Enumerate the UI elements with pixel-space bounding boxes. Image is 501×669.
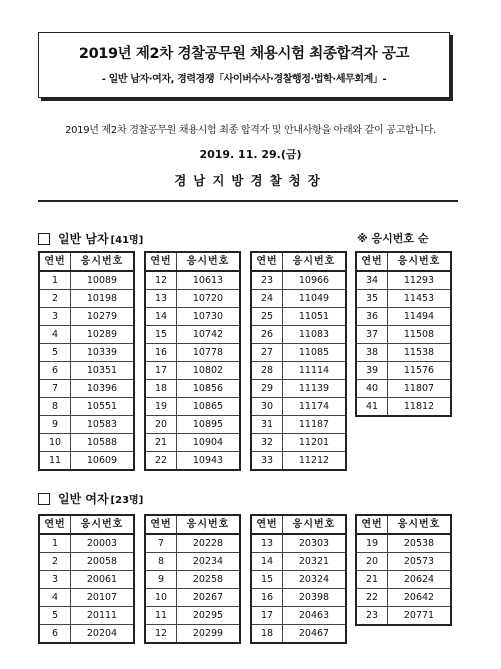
column-header-no: 연번 [251, 515, 283, 534]
row-number: 15 [145, 326, 177, 344]
exam-number: 20642 [388, 589, 452, 607]
row-number: 41 [356, 398, 388, 417]
table-row [356, 398, 451, 417]
row-number: 22 [356, 589, 388, 607]
exam-number: 20624 [388, 571, 452, 589]
table-row [251, 308, 346, 326]
table-row [356, 607, 451, 626]
page-subtitle: - 일반 남자·여자, 경력경쟁「사이버수사·경찰행정·법학·세무회계」- [101, 74, 387, 85]
exam-number: 20299 [177, 625, 241, 644]
column-header-exam-number: 응시번호 [177, 515, 241, 534]
table-row [251, 380, 346, 398]
row-number: 25 [251, 308, 283, 326]
page-title: 2019년 제2차 경찰공무원 채용시험 최종합격자 공고 [78, 46, 410, 62]
table-row [39, 398, 134, 416]
exam-number: 10351 [71, 362, 135, 380]
table-row [145, 326, 240, 344]
exam-number: 10588 [71, 434, 135, 452]
row-number: 8 [145, 553, 177, 571]
table-row [251, 553, 346, 571]
exam-number: 11085 [283, 344, 347, 362]
row-number: 23 [356, 607, 388, 626]
table-header-row [251, 515, 346, 534]
row-number: 6 [39, 625, 71, 644]
results-table [250, 514, 347, 644]
table-row [39, 589, 134, 607]
checkbox-square-icon [38, 493, 50, 505]
row-number: 30 [251, 398, 283, 416]
table-row [251, 434, 346, 452]
table-row [145, 416, 240, 434]
column-header-exam-number: 응시번호 [388, 515, 452, 534]
row-number: 5 [39, 607, 71, 625]
table-row [145, 452, 240, 471]
row-number: 33 [251, 452, 283, 471]
row-number: 34 [356, 271, 388, 290]
row-number: 6 [39, 362, 71, 380]
exam-number: 10730 [177, 308, 241, 326]
exam-number: 10289 [71, 326, 135, 344]
table-row [251, 452, 346, 471]
row-number: 15 [251, 571, 283, 589]
section-title-female [38, 490, 143, 507]
row-number: 26 [251, 326, 283, 344]
column-header-exam-number: 응시번호 [388, 252, 452, 271]
row-number: 27 [251, 344, 283, 362]
table-row [251, 607, 346, 625]
row-number: 29 [251, 380, 283, 398]
table-row [251, 589, 346, 607]
row-number: 12 [145, 271, 177, 290]
row-number: 9 [145, 571, 177, 589]
exam-number: 20107 [71, 589, 135, 607]
exam-number: 20771 [388, 607, 452, 626]
table-row [356, 380, 451, 398]
row-number: 16 [251, 589, 283, 607]
row-number: 32 [251, 434, 283, 452]
table-row [39, 434, 134, 452]
table-row [145, 398, 240, 416]
table-row [356, 362, 451, 380]
exam-number: 10339 [71, 344, 135, 362]
row-number: 24 [251, 290, 283, 308]
row-number: 4 [39, 326, 71, 344]
exam-number: 11114 [283, 362, 347, 380]
column-header-no: 연번 [356, 252, 388, 271]
table-row [39, 607, 134, 625]
exam-number: 11576 [388, 362, 452, 380]
row-number: 1 [39, 271, 71, 290]
table-row [39, 380, 134, 398]
exam-number: 10802 [177, 362, 241, 380]
exam-number: 20003 [71, 534, 135, 553]
table-row [145, 362, 240, 380]
table-row [145, 625, 240, 644]
table-row [39, 534, 134, 553]
column-header-no: 연번 [145, 252, 177, 271]
table-row [356, 290, 451, 308]
row-number: 11 [145, 607, 177, 625]
row-number: 17 [251, 607, 283, 625]
row-number: 18 [251, 625, 283, 644]
exam-number: 20324 [283, 571, 347, 589]
exam-number: 10551 [71, 398, 135, 416]
row-number: 21 [356, 571, 388, 589]
table-row [145, 571, 240, 589]
table-row [251, 416, 346, 434]
exam-number: 20258 [177, 571, 241, 589]
exam-number: 10720 [177, 290, 241, 308]
column-header-no: 연번 [39, 515, 71, 534]
row-number: 19 [145, 398, 177, 416]
exam-number: 20321 [283, 553, 347, 571]
table-row [145, 434, 240, 452]
table-header-row [145, 515, 240, 534]
notice-date: 2019. 11. 29.(금) [199, 148, 302, 161]
exam-number: 11453 [388, 290, 452, 308]
exam-number: 11049 [283, 290, 347, 308]
row-number: 14 [251, 553, 283, 571]
table-row [145, 271, 240, 290]
table-row [356, 571, 451, 589]
exam-number: 20467 [283, 625, 347, 644]
table-row [356, 308, 451, 326]
intro-text: 2019년 제2차 경찰공무원 채용시험 최종 합격자 및 안내사항을 아래와 같이 공고합니다. [65, 125, 436, 136]
section-label: 일반 남자 [58, 232, 109, 246]
table-row [145, 553, 240, 571]
row-number: 20 [356, 553, 388, 571]
exam-number: 20204 [71, 625, 135, 644]
exam-number: 11051 [283, 308, 347, 326]
exam-number: 10609 [71, 452, 135, 471]
exam-number: 11293 [388, 271, 452, 290]
table-row [145, 607, 240, 625]
exam-number: 11212 [283, 452, 347, 471]
table-row [251, 571, 346, 589]
table-row [39, 553, 134, 571]
exam-number: 20463 [283, 607, 347, 625]
table-row [39, 271, 134, 290]
exam-number: 10904 [177, 434, 241, 452]
header-divider [38, 200, 458, 202]
column-header-exam-number: 응시번호 [177, 252, 241, 271]
row-number: 1 [39, 534, 71, 553]
exam-number: 20267 [177, 589, 241, 607]
row-number: 3 [39, 571, 71, 589]
results-table [355, 514, 452, 626]
row-number: 11 [39, 452, 71, 471]
table-header-row [356, 252, 451, 271]
table-row [251, 362, 346, 380]
table-row [39, 416, 134, 434]
table-row [39, 625, 134, 644]
exam-number: 11812 [388, 398, 452, 417]
results-table [144, 251, 241, 471]
row-number: 38 [356, 344, 388, 362]
notice-title-box [38, 32, 450, 98]
table-row [145, 344, 240, 362]
column-header-exam-number: 응시번호 [283, 515, 347, 534]
exam-number: 11187 [283, 416, 347, 434]
row-number: 18 [145, 380, 177, 398]
table-row [251, 344, 346, 362]
row-number: 5 [39, 344, 71, 362]
results-table [38, 514, 135, 644]
row-number: 8 [39, 398, 71, 416]
exam-number: 11083 [283, 326, 347, 344]
exam-number: 11139 [283, 380, 347, 398]
exam-number: 10895 [177, 416, 241, 434]
table-row [251, 271, 346, 290]
row-number: 17 [145, 362, 177, 380]
results-table [355, 251, 452, 417]
row-number: 20 [145, 416, 177, 434]
section-title-male [38, 230, 143, 247]
table-row [39, 290, 134, 308]
row-number: 2 [39, 553, 71, 571]
exam-number: 10943 [177, 452, 241, 471]
row-number: 40 [356, 380, 388, 398]
table-row [39, 326, 134, 344]
table-row [145, 534, 240, 553]
table-row [39, 571, 134, 589]
exam-number: 10613 [177, 271, 241, 290]
results-table [250, 251, 347, 471]
table-row [356, 271, 451, 290]
exam-number: 20538 [388, 534, 452, 553]
row-number: 37 [356, 326, 388, 344]
exam-number: 20398 [283, 589, 347, 607]
exam-number: 20228 [177, 534, 241, 553]
table-row [356, 326, 451, 344]
row-number: 4 [39, 589, 71, 607]
table-row [145, 380, 240, 398]
row-number: 9 [39, 416, 71, 434]
table-row [251, 398, 346, 416]
row-number: 31 [251, 416, 283, 434]
exam-number: 11174 [283, 398, 347, 416]
exam-number: 10198 [71, 290, 135, 308]
table-row [356, 553, 451, 571]
checkbox-square-icon [38, 233, 50, 245]
exam-number: 20303 [283, 534, 347, 553]
row-number: 13 [145, 290, 177, 308]
table-row [251, 534, 346, 553]
table-row [39, 362, 134, 380]
section-count: [41명] [110, 235, 144, 246]
row-number: 2 [39, 290, 71, 308]
table-header-row [251, 252, 346, 271]
exam-number: 20061 [71, 571, 135, 589]
table-row [251, 326, 346, 344]
row-number: 39 [356, 362, 388, 380]
exam-number: 11508 [388, 326, 452, 344]
exam-number: 10279 [71, 308, 135, 326]
table-row [145, 589, 240, 607]
table-row [251, 290, 346, 308]
row-number: 10 [145, 589, 177, 607]
exam-number: 20295 [177, 607, 241, 625]
column-header-exam-number: 응시번호 [71, 252, 135, 271]
row-number: 23 [251, 271, 283, 290]
table-row [356, 344, 451, 362]
exam-number: 20058 [71, 553, 135, 571]
column-header-no: 연번 [251, 252, 283, 271]
exam-number: 11494 [388, 308, 452, 326]
exam-number: 10856 [177, 380, 241, 398]
table-row [145, 290, 240, 308]
table-row [39, 452, 134, 471]
exam-number: 10742 [177, 326, 241, 344]
table-row [39, 344, 134, 362]
exam-number: 10865 [177, 398, 241, 416]
column-header-no: 연번 [356, 515, 388, 534]
table-header-row [356, 515, 451, 534]
row-number: 28 [251, 362, 283, 380]
table-row [39, 308, 134, 326]
issuing-organization: 경남지방경찰청장 [174, 173, 327, 188]
section-count: [23명] [110, 495, 144, 506]
table-row [356, 534, 451, 553]
exam-number: 10396 [71, 380, 135, 398]
row-number: 7 [145, 534, 177, 553]
table-header-row [39, 252, 134, 271]
table-row [251, 625, 346, 644]
exam-number: 11538 [388, 344, 452, 362]
exam-number: 20111 [71, 607, 135, 625]
row-number: 21 [145, 434, 177, 452]
row-number: 13 [251, 534, 283, 553]
exam-number: 20234 [177, 553, 241, 571]
exam-number: 11807 [388, 380, 452, 398]
table-row [356, 589, 451, 607]
row-number: 7 [39, 380, 71, 398]
sort-note: ※ 응시번호 순 [357, 232, 429, 245]
exam-number: 10089 [71, 271, 135, 290]
table-header-row [39, 515, 134, 534]
row-number: 12 [145, 625, 177, 644]
column-header-exam-number: 응시번호 [71, 515, 135, 534]
results-table [144, 514, 241, 644]
exam-number: 10966 [283, 271, 347, 290]
row-number: 36 [356, 308, 388, 326]
row-number: 10 [39, 434, 71, 452]
row-number: 35 [356, 290, 388, 308]
row-number: 22 [145, 452, 177, 471]
section-label: 일반 여자 [58, 492, 109, 506]
exam-number: 10583 [71, 416, 135, 434]
exam-number: 10778 [177, 344, 241, 362]
row-number: 16 [145, 344, 177, 362]
row-number: 14 [145, 308, 177, 326]
row-number: 3 [39, 308, 71, 326]
table-row [145, 308, 240, 326]
exam-number: 11201 [283, 434, 347, 452]
column-header-exam-number: 응시번호 [283, 252, 347, 271]
results-table [38, 251, 135, 471]
column-header-no: 연번 [39, 252, 71, 271]
row-number: 19 [356, 534, 388, 553]
table-header-row [145, 252, 240, 271]
column-header-no: 연번 [145, 515, 177, 534]
exam-number: 20573 [388, 553, 452, 571]
